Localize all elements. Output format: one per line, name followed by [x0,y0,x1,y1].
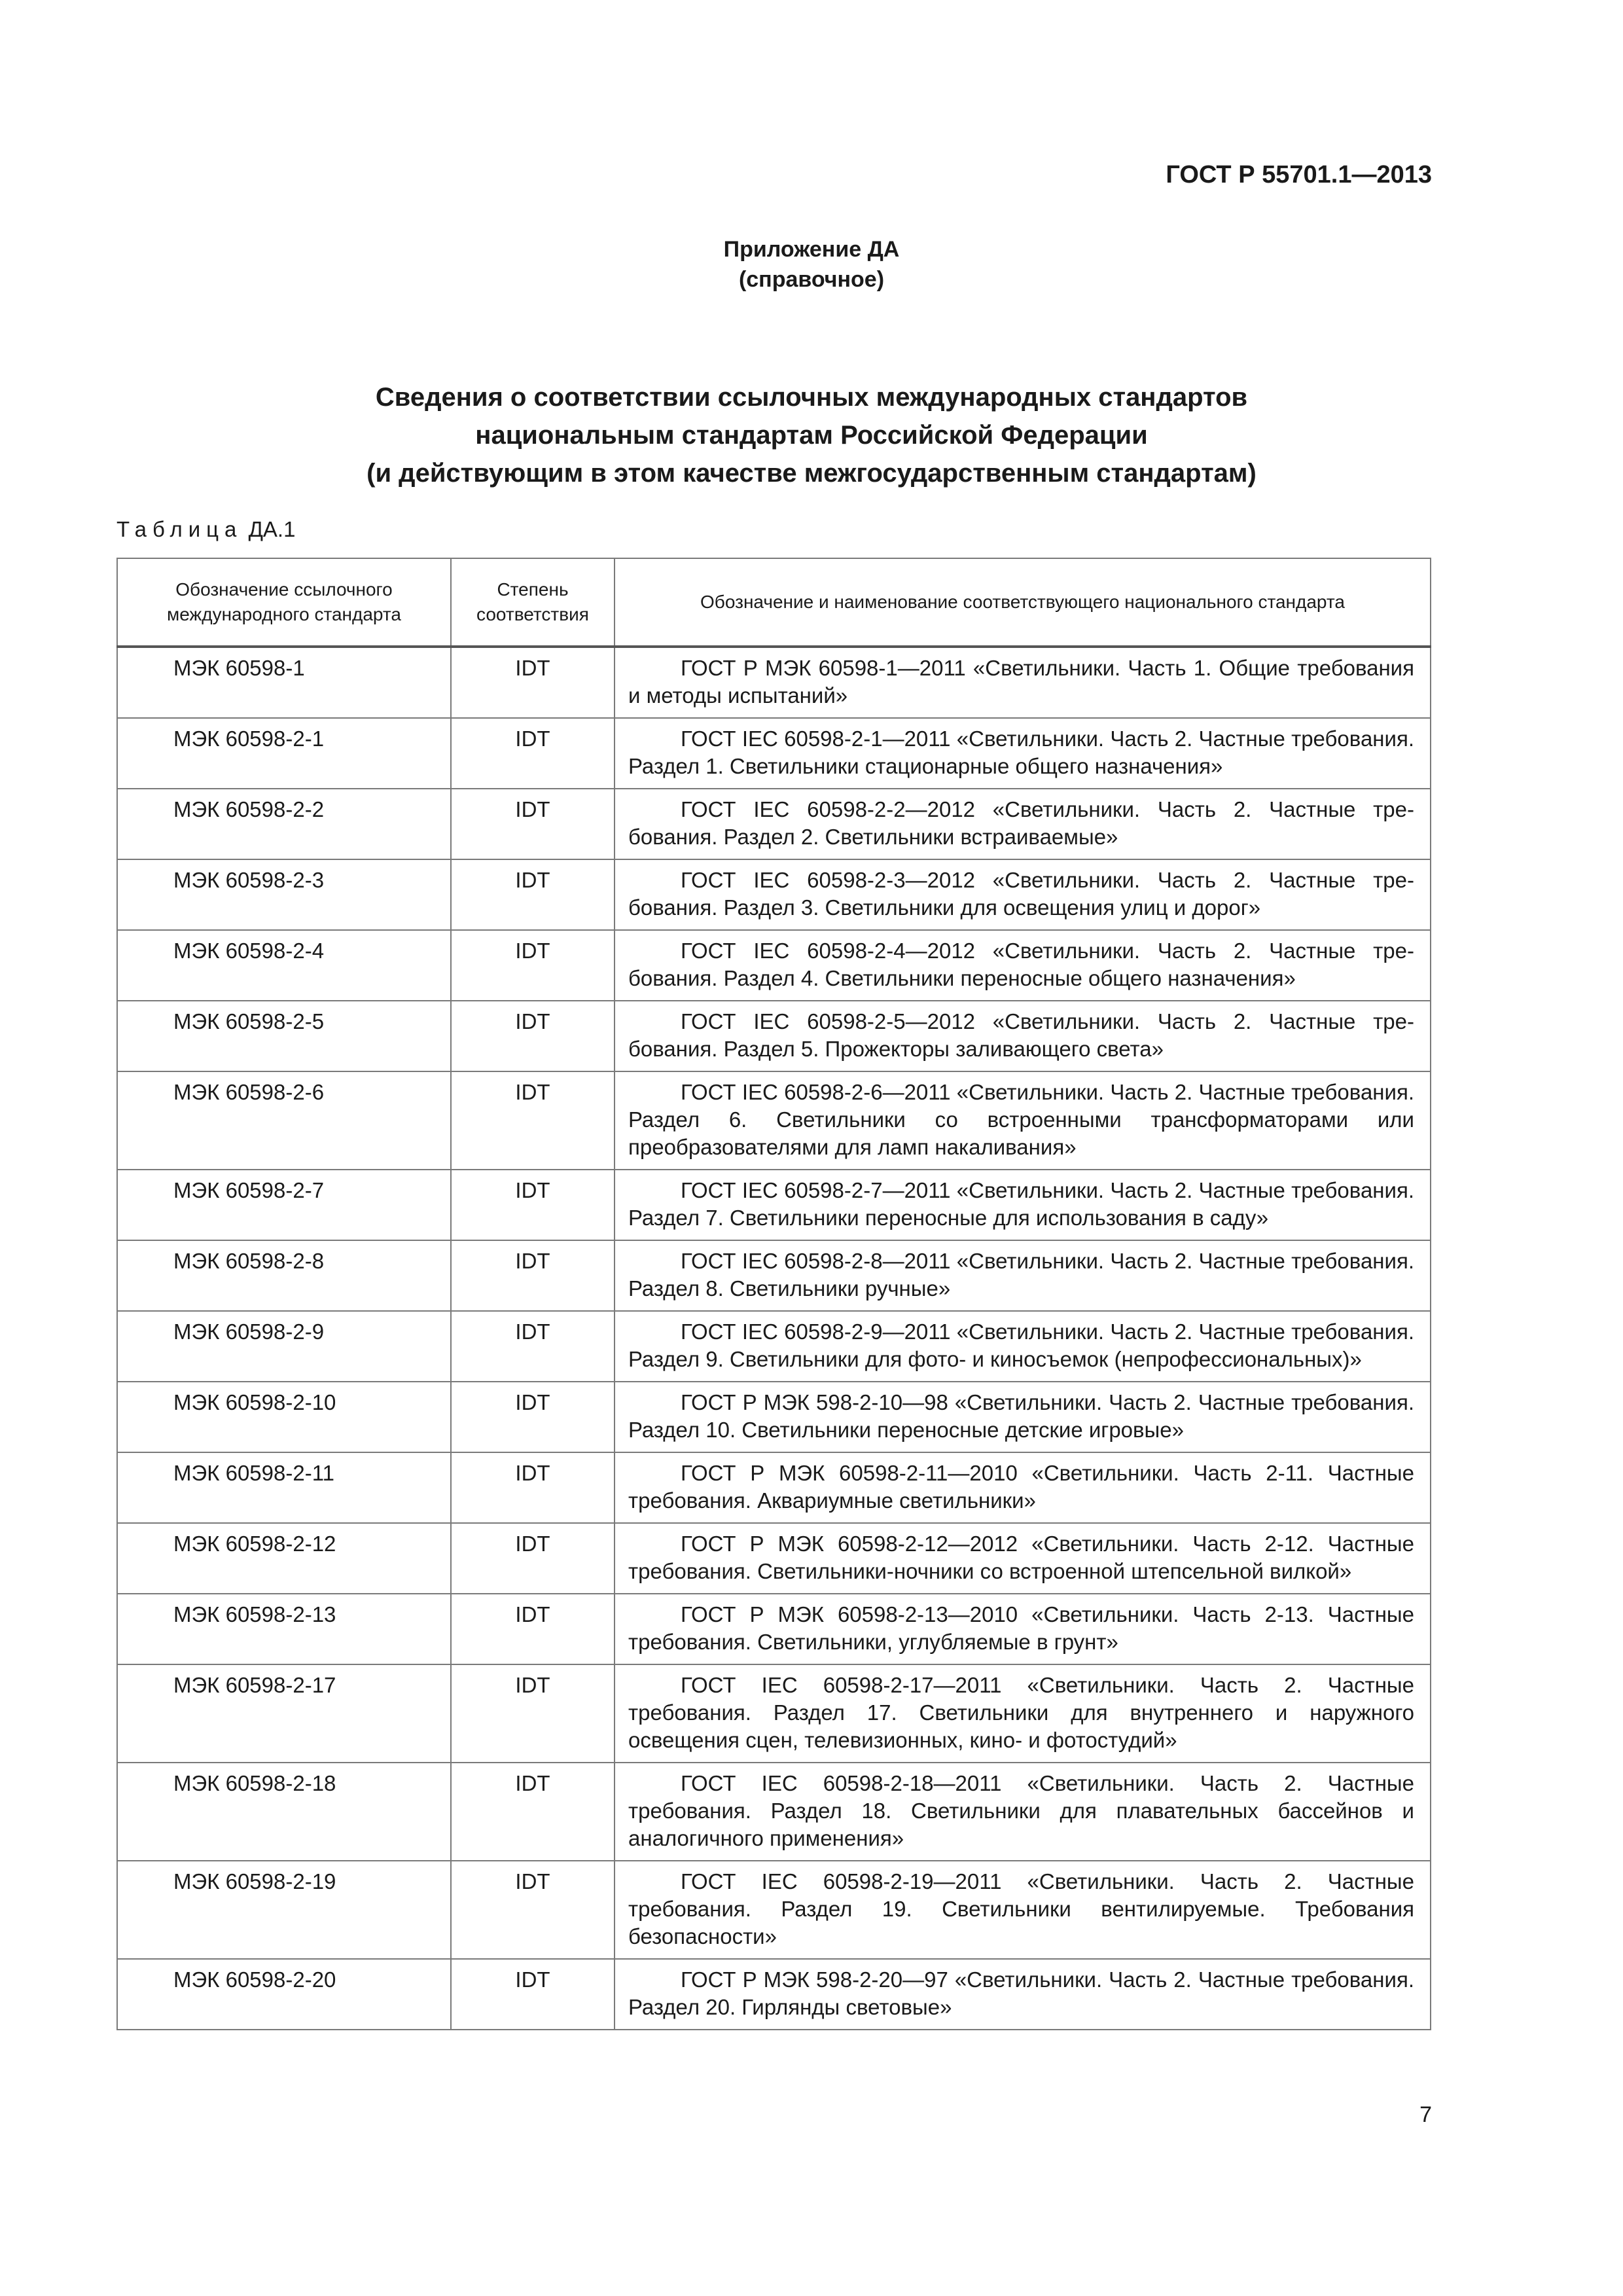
degree-cell: IDT [451,718,615,789]
international-standard-cell: МЭК 60598-2-5 [117,1001,451,1071]
table-row [117,1382,1431,1452]
degree-cell: IDT [451,647,615,718]
international-standard-cell: МЭК 60598-2-20 [117,1959,451,2030]
national-standard-cell: ГОСТ IEC 60598-2-8—2011 «Светильники. Часть 2. Частные требования. Раздел 8. Светильники ручные» [615,1240,1431,1311]
international-standard-cell: МЭК 60598-2-19 [117,1861,451,1959]
table-row [117,930,1431,1001]
annex-heading [0,234,1623,295]
degree-cell: IDT [451,1240,615,1311]
national-standard-cell: ГОСТ IEC 60598-2-18—2011 «Светильники. Часть 2. Частные требования. Раздел 18. Светильники для плавательных бассейнов и аналогичного применения» [615,1763,1431,1861]
degree-cell: IDT [451,1664,615,1763]
national-standard-cell: ГОСТ Р МЭК 60598-2-11—2010 «Светильники. Часть 2-11. Частные требования. Аквариумные светильники» [615,1452,1431,1523]
header-international-standard: Обозначение ссылочного международного стандарта [117,558,451,647]
degree-cell: IDT [451,1311,615,1382]
table-row [117,789,1431,859]
international-standard-cell: МЭК 60598-2-13 [117,1594,451,1664]
international-standard-cell: МЭК 60598-2-8 [117,1240,451,1311]
national-standard-cell: ГОСТ IEC 60598-2-6—2011 «Светильники. Часть 2. Частные требования. Раздел 6. Светильники со встроенными трансформаторами или преобразователями для ламп накаливания» [615,1071,1431,1170]
document-title [0,378,1623,492]
degree-cell: IDT [451,1523,615,1594]
international-standard-cell: МЭК 60598-2-2 [117,789,451,859]
national-standard-cell: ГОСТ IEC 60598-2-4—2012 «Светильники. Часть 2. Частные требования. Раздел 4. Светильники переносные общего назначения» [615,930,1431,1001]
national-standard-cell: ГОСТ Р МЭК 598-2-20—97 «Светильники. Часть 2. Частные требования. Раздел 20. Гирлянды световые» [615,1959,1431,2030]
table-row [117,1594,1431,1664]
national-standard-cell: ГОСТ Р МЭК 60598-2-13—2010 «Светильники. Часть 2-13. Частные требования. Светильники, углубляемые в грунт» [615,1594,1431,1664]
table-caption-number: ДА.1 [248,517,296,541]
degree-cell: IDT [451,859,615,930]
international-standard-cell: МЭК 60598-2-4 [117,930,451,1001]
table-body [117,647,1431,2030]
national-standard-cell: ГОСТ IEC 60598-2-5—2012 «Светильники. Часть 2. Частные требования. Раздел 5. Прожекторы заливающего света» [615,1001,1431,1071]
degree-cell: IDT [451,930,615,1001]
table-row [117,1071,1431,1170]
table-row [117,1170,1431,1240]
international-standard-cell: МЭК 60598-2-18 [117,1763,451,1861]
international-standard-cell: МЭК 60598-2-1 [117,718,451,789]
table-caption [116,517,295,542]
national-standard-cell: ГОСТ IEC 60598-2-2—2012 «Светильники. Часть 2. Частные требования. Раздел 2. Светильники встраиваемые» [615,789,1431,859]
degree-cell: IDT [451,1001,615,1071]
degree-cell: IDT [451,1071,615,1170]
annex-title: Приложение ДА [723,237,900,262]
table-row [117,647,1431,718]
table-row [117,1452,1431,1523]
international-standard-cell: МЭК 60598-2-9 [117,1311,451,1382]
degree-cell: IDT [451,1763,615,1861]
international-standard-cell: МЭК 60598-2-10 [117,1382,451,1452]
table-row [117,1763,1431,1861]
international-standard-cell: МЭК 60598-2-11 [117,1452,451,1523]
national-standard-cell: ГОСТ IEC 60598-2-9—2011 «Светильники. Часть 2. Частные требования. Раздел 9. Светильники для фото- и киносъемок (непрофессиональных)» [615,1311,1431,1382]
document-title-line-2: национальным стандартам Российской Федерации [475,421,1148,450]
degree-cell: IDT [451,789,615,859]
national-standard-cell: ГОСТ IEC 60598-2-1—2011 «Светильники. Часть 2. Частные требования. Раздел 1. Светильники стационарные общего назначения» [615,718,1431,789]
national-standard-cell: ГОСТ Р МЭК 60598-1—2011 «Светильники. Часть 1. Общие требования и методы испытаний» [615,647,1431,718]
table-caption-word: Таблица [116,517,243,541]
national-standard-cell: ГОСТ IEC 60598-2-3—2012 «Светильники. Часть 2. Частные требования. Раздел 3. Светильники для освещения улиц и дорог» [615,859,1431,930]
national-standard-cell: ГОСТ Р МЭК 60598-2-12—2012 «Светильники. Часть 2-12. Частные требования. Светильники-ночники со встроенной штепсельной вилкой» [615,1523,1431,1594]
degree-cell: IDT [451,1959,615,2030]
table-row [117,1664,1431,1763]
degree-cell: IDT [451,1170,615,1240]
degree-cell: IDT [451,1594,615,1664]
degree-cell: IDT [451,1382,615,1452]
national-standard-cell: ГОСТ IEC 60598-2-19—2011 «Светильники. Часть 2. Частные требования. Раздел 19. Светильники вентилируемые. Требования безопасности» [615,1861,1431,1959]
national-standard-cell: ГОСТ IEC 60598-2-7—2011 «Светильники. Часть 2. Частные требования. Раздел 7. Светильники переносные для использования в саду» [615,1170,1431,1240]
document-title-line-3: (и действующим в этом качестве межгосударственным стандартам) [366,459,1257,488]
degree-cell: IDT [451,1861,615,1959]
table-row [117,1861,1431,1959]
international-standard-cell: МЭК 60598-2-17 [117,1664,451,1763]
international-standard-cell: МЭК 60598-2-12 [117,1523,451,1594]
document-code: ГОСТ Р 55701.1—2013 [1166,161,1432,188]
table-row [117,1311,1431,1382]
standards-correspondence-table [116,558,1431,2030]
national-standard-cell: ГОСТ IEC 60598-2-17—2011 «Светильники. Часть 2. Частные требования. Раздел 17. Светильники для внутреннего и наружного освещения сцен, телевизионных, кино- и фотостудий» [615,1664,1431,1763]
international-standard-cell: МЭК 60598-2-6 [117,1071,451,1170]
table-row [117,1240,1431,1311]
table-row [117,718,1431,789]
table-row [117,1523,1431,1594]
international-standard-cell: МЭК 60598-2-3 [117,859,451,930]
international-standard-cell: МЭК 60598-1 [117,647,451,718]
page-number: 7 [1419,2102,1432,2127]
annex-status: (справочное) [738,267,885,292]
national-standard-cell: ГОСТ Р МЭК 598-2-10—98 «Светильники. Часть 2. Частные требования. Раздел 10. Светильники переносные детские игровые» [615,1382,1431,1452]
header-national-standard: Обозначение и наименование соответствующего национального стандарта [615,558,1431,647]
table-row [117,1001,1431,1071]
table-header-row [117,558,1431,647]
degree-cell: IDT [451,1452,615,1523]
header-degree-of-correspondence: Степень соответствия [451,558,615,647]
table-row [117,859,1431,930]
document-title-line-1: Сведения о соответствии ссылочных международных стандартов [375,383,1248,412]
table-row [117,1959,1431,2030]
international-standard-cell: МЭК 60598-2-7 [117,1170,451,1240]
